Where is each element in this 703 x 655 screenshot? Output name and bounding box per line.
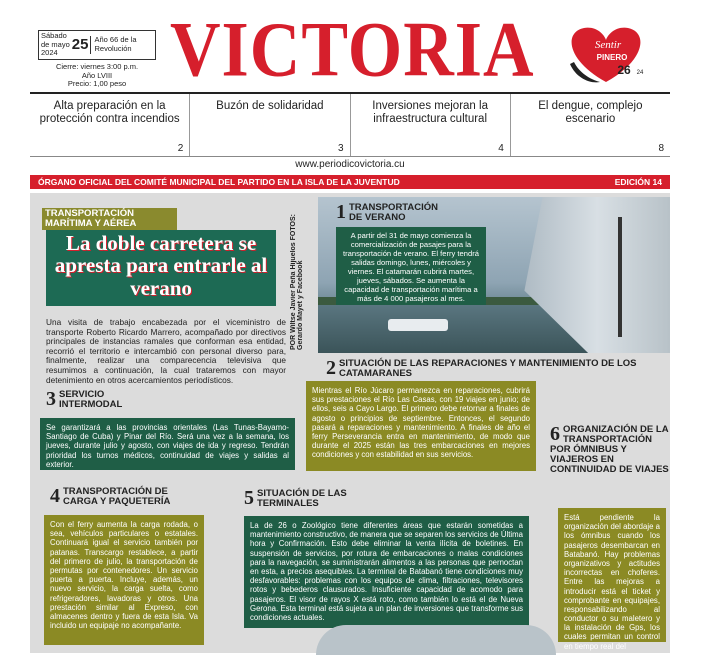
close-time: Cierre: viernes 3:00 p.m. bbox=[55, 61, 139, 71]
article-kicker: TRANSPORTACIÓN MARÍTIMA Y AÉREA bbox=[42, 208, 177, 230]
svg-text:24: 24 bbox=[636, 70, 644, 76]
page-number: 4 bbox=[498, 142, 504, 154]
page-number: 8 bbox=[658, 142, 664, 154]
svg-text:Sentir: Sentir bbox=[594, 39, 622, 51]
organ-text: ÓRGANO OFICIAL DEL COMITÉ MUNICIPAL DEL PARTIDO EN LA ISLA DE LA JUVENTUD bbox=[38, 177, 400, 187]
website-link[interactable]: www.periodicovictoria.cu bbox=[30, 156, 670, 170]
headline-link-3[interactable] bbox=[350, 94, 510, 156]
section-6-text: Está pendiente la organización del abordaje a los ómnibus cuando los pasajeros desembarcan en Batabanó. Hay problemas organizativos y actitudes incorrectas en choferes. Entre las mejoras a introducir está el ticket y comprobante en equipajes, responsabilizando al conductor o su maletero y la instalación de Gps, los cuales permitan un control en tiempo real del bbox=[558, 508, 666, 642]
headline-link-1[interactable] bbox=[30, 94, 189, 156]
headline-text: Buzón de solidaridad bbox=[216, 100, 324, 112]
headline-text: Alta preparación en la protección contra incendios bbox=[39, 100, 180, 126]
month-year: de mayo 2024 bbox=[41, 39, 70, 58]
price: Precio: 1,00 peso bbox=[67, 79, 127, 89]
sentir-pinero-logo bbox=[556, 22, 656, 88]
section-1-title: 1 TRANSPORTACIÓN DE VERANO bbox=[336, 201, 439, 224]
svg-text:PINERO: PINERO bbox=[596, 53, 628, 62]
revolution-year: Año 66 de la Revolución bbox=[94, 35, 137, 53]
section-5-text: La de 26 o Zoológico tiene diferentes áreas que estarán sometidas a mantenimiento constructivo, de manera que se separen los servicios de Última hora y Confirmación. Esto debe eliminar la venta ilícita de boletines. En suspensión de servicios, por rotura de embarcaciones o malas condiciones para la navegación, se suministrarán alimentos a las personas que pernoctan en esta, a precios asequibles. La terminal de Batabanó tiene condiciones muy desfavorables: problemas con los equipos de clima, filtraciones, televisores rotos y bebederos clausurados. Insuficiente capacidad de acomodo para pasajeros. El visor de rayos X está roto, como también lo está el de Nueva Gerona. Esta terminal está sujeta a un plan de inversiones que transforme sus condiciones actuales. bbox=[244, 516, 529, 628]
section-6-title: 6 ORGANIZACIÓN DE LA TRANSPORTACIÓN POR ÓMNIBUS Y VIAJEROS EN CONTINUIDAD DE VIAJES bbox=[550, 423, 669, 476]
headlines-strip bbox=[30, 92, 670, 156]
headline-link-2[interactable] bbox=[189, 94, 349, 156]
headline-text: Inversiones mejoran la infraestructura cultural bbox=[372, 100, 488, 126]
section-5-title: 5 SITUACIÓN DE LAS TERMINALES bbox=[244, 487, 347, 510]
issue-info bbox=[38, 30, 156, 89]
section-4-text: Con el ferry aumenta la carga rodada, o sea, vehículos particulares o estatales. Continuará igual el servicio también por patanas. Transcargo restablece, a partir del primero de julio, la transportación de permutas por contenedores. Un servicio puerta a puerta. Incluye, además, un nuevo servicio, la carga suelta, como refrigeradores, lavadoras y otros. Una prestación similar al Expreso, con almacenes dentro y fuera de esta Isla. Va incluido un equipaje no acompañante. bbox=[44, 515, 204, 645]
section-1-text: A partir del 31 de mayo comienza la comercialización de pasajes para la transportación de verano. El ferry tendrá salidas domingo, lunes, miércoles y viernes. El catamarán cubrirá martes, jueves, sábados. Se aumenta la capacidad de transportación marítima a más de 4 000 pasajeros al mes. bbox=[336, 227, 486, 305]
section-3-title: 3 SERVICIO INTERMODAL bbox=[46, 388, 123, 411]
section-4-title: 4 TRANSPORTACIÓN DE CARGA Y PAQUETERÍA bbox=[50, 485, 171, 508]
newspaper-title: VICTORIA bbox=[170, 7, 535, 94]
section-3-text: Se garantizará a las provincias orientales (Las Tunas-Bayamo-Santiago de Cuba) y Pinar del Río. Será una vez a la semana, los jueves, durante julio y agosto, con viajes de ida y regreso. Tendrán prioridad los turnos médicos, continuidad de viajes y salidas al exterior. bbox=[40, 418, 295, 470]
section-2-title: 2 SITUACIÓN DE LAS REPARACIONES Y MANTENIMIENTO DE LOS CATAMARANES bbox=[326, 357, 637, 380]
article-headline: La doble carretera se apresta para entrarle al verano bbox=[46, 230, 276, 306]
catamaran-shape bbox=[388, 319, 448, 331]
headline-link-4[interactable] bbox=[510, 94, 670, 156]
page-number: 3 bbox=[337, 142, 344, 154]
page-number: 2 bbox=[177, 142, 184, 154]
headline-text: El dengue, complejo escenario bbox=[538, 100, 643, 126]
section-2-text: Mientras el Río Júcaro permanezca en reparaciones, cubrirá sus prestaciones el Río Las Casas, con 19 viajes en junio; de ellos, seis a Cayo Largo. El primero debe retornar a finales de agosto o principios de septiembre. Entonces, el segundo pasará a reparaciones y mantenimiento. A finales de año el ferry Perseverancia entra en mantenimiento, de modo que durante el 2025 están las tres embarcaciones en mejores condiciones y con estabilidad en sus servicios. bbox=[306, 381, 536, 471]
volume: Año LVIII bbox=[81, 70, 113, 80]
photo-credit: POR Wiltse Javier Peña Hijuelos FOTOS: Gerardo Mayet y Facebook bbox=[290, 214, 304, 350]
day-name: Sábado bbox=[41, 31, 67, 40]
terminal-photo bbox=[316, 625, 556, 655]
edition-label: EDICIÓN 14 bbox=[614, 177, 662, 187]
svg-text:26: 26 bbox=[617, 63, 631, 77]
day-number: 25 bbox=[70, 36, 92, 53]
organ-banner bbox=[30, 175, 670, 189]
article-intro: Una visita de trabajo encabezada por el viceministro de transporte Roberto Ricardo Marrero, acompañado por directivos principales de instancias ramales que conforman esa entidad, recorrió el territorio e intercambió con personal diverso para, finalmente, realizar una comparecencia televisiva que resumimos a continuación, la cual trataremos con mayor detenimiento en otros acercamientos periodísticos. bbox=[46, 317, 286, 385]
issue-day bbox=[41, 32, 70, 58]
